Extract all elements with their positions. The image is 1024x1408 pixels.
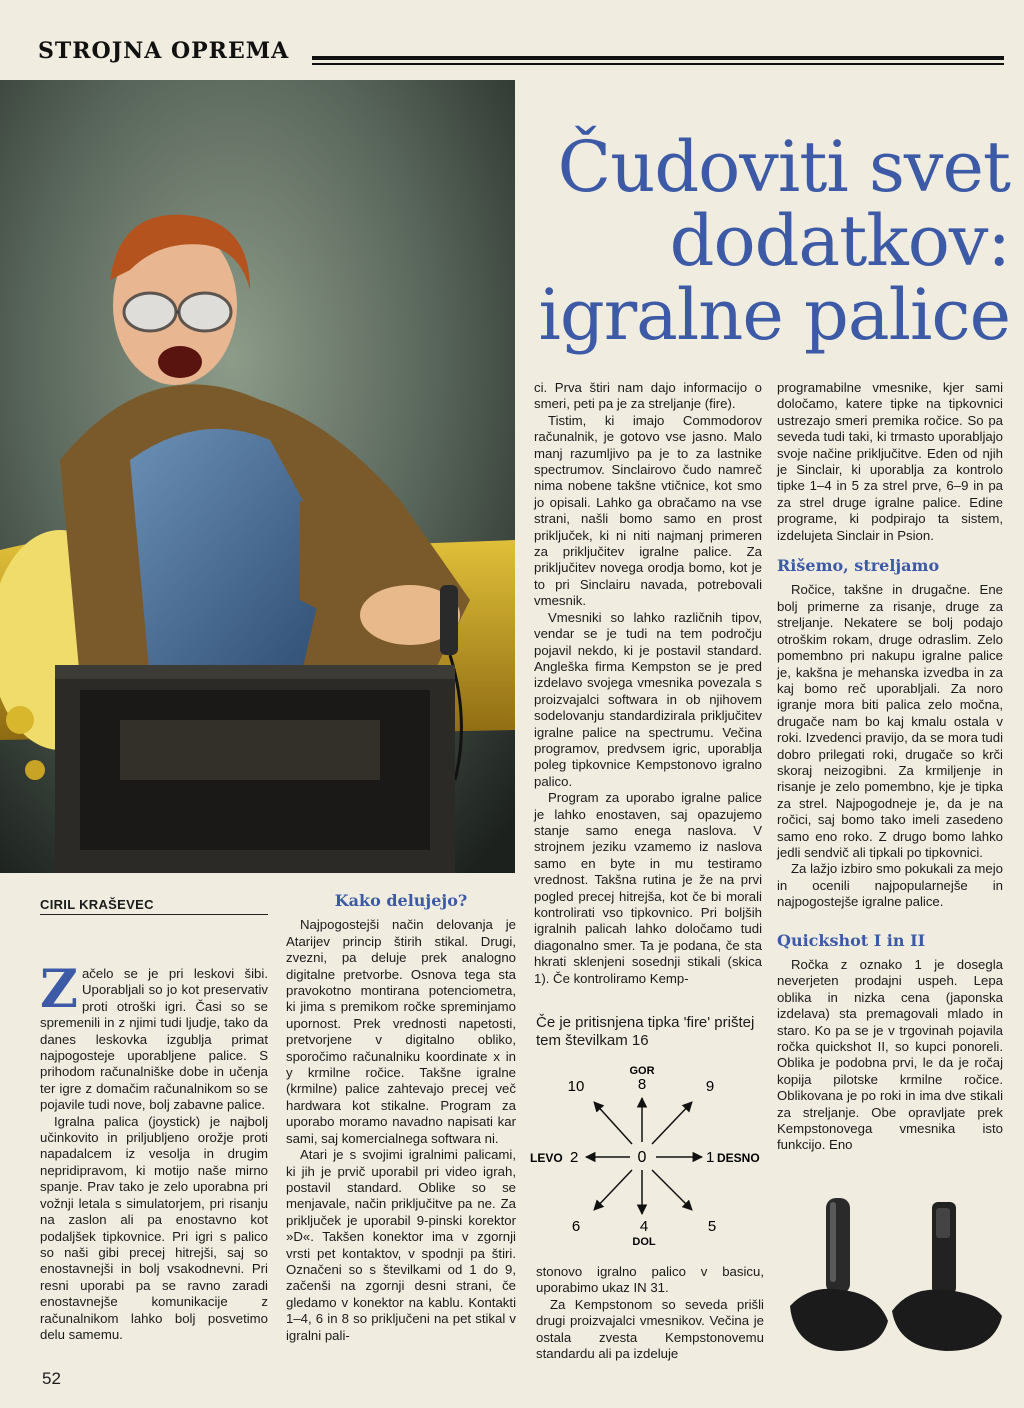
heading-quickshot: Quickshot I in II: [777, 930, 926, 950]
col3-paragraph-6: Za Kempstonom so seveda prišli drugi proizvajalci vmesnikov. Večina je ostala zvesta Kempstonovemu standardu ali pa izdeluje: [536, 1296, 764, 1362]
heading-kako-delujejo: Kako delujejo?: [334, 891, 468, 910]
col3-paragraph-1: ci. Prva štiri nam dajo informacijo o smeri, peti pa je za streljanje (fire).: [534, 380, 762, 412]
col4-paragraph-1: programabilne vmesnike, kjer sami določamo, katere tipke na tipkovnici ustrezajo smeri premika ročice. So pa seveda tudi taki, ki trmasto uporabljajo svoje načine priključitve. Eden od njih je Sinclair, ki uporablja za kontrolo tipke 1–4 in 5 za strel prve, 6–9 in pa za strel druge igralne palice. Edine programe, ki podpirajo ta sistem, izdelujeta Sinclair in Psion.: [777, 380, 1003, 543]
label-levo: LEVO: [530, 1151, 563, 1165]
column-4: [777, 380, 1003, 1154]
author-byline: CIRIL KRAŠEVEC: [40, 897, 154, 912]
article-title: [520, 126, 1010, 356]
num-0: 0: [637, 1149, 647, 1166]
header-rule-thin: [312, 63, 1004, 65]
col3-paragraph-3: Vmesniki so lahko različnih tipov, vendar se je tudi na tem področju pojavil nekdo, ki je postavil standard. Angleška firma Kempston se je pred izdelavo svojega vmesnika povezala s proizvajalci softwara in ob njihovem sodelovanju standardizirala priključitev igralne palice na spectrumu. Večina programov, predvsem igric, uporablja poleg tipkovnice Kempstonovo igralno palico.: [534, 609, 762, 789]
heading-risemo-streljamo: Rišemo, streljamo: [777, 556, 940, 576]
num-10: 10: [567, 1078, 585, 1095]
col2-paragraph-1: Najpogostejši način delovanja je Atarijev princip štirih stikal. Drugi, zvezni, pa deluje prek analogno digitalne pretvorbe. Osnova tega sta pravokotno montirana potenciometra, ki jima s premikom ročke spreminjamo upornost. Prek vrednosti napetosti, pretvorjene v digitalno obliko, sporočimo računalniku koordinate x in y krmilne ročice. Takšne igralne (krmilne) palice zahtevajo precej več hardwara kot stikalne. Program za uporabo moramo navadno napisati kar sami, saj komercialnega softwara ni.: [286, 917, 516, 1146]
column-3: [534, 380, 762, 987]
quickshot-joysticks-photo: [780, 1186, 1020, 1356]
fire-callout: Če je pritisnjena tipka 'fire' prištej tem številkam 16: [536, 1014, 755, 1049]
col4-paragraph-4: Ročka z oznako 1 je dosegla neverjeten prodajni uspeh. Lepa oblika in nizka cena (japonska izdelava) sta premagovali mlado in staro. Ko pa se je v trgovinah pojavila ročka quickshot II, so kupci ponoreli. Oblika je podobna prvi, le da je ročaj kopija pilotske krmilne ročice. Oblikovana je po roki in ima dve stikali za streljanje. Obe opravljate prek Kempstonovega vmesnika isto funkcijo. Eno: [777, 957, 1003, 1153]
joystick-direction-diagram: [530, 1058, 770, 1254]
col3-paragraph-4: Program za uporabo igralne palice je lahko enostaven, saj opazujemo stanje samo enega naslova. V strojnem jeziku vzamemo iz naslova samo en byte in mu testiramo vrednost. Takšna rutina je že na prvi pogled precej hitrejša, kot če bi morali kontrolirati vso tipkovnico. Pri boljših igralnih palicah lahko določamo tudi diagonalno smer. Ta je podana, če sta hkrati sklenjeni sosednji stikali (skica 1). Če kontroliramo Kemp-: [534, 790, 762, 986]
col1-paragraph-2: Igralna palica (joystick) je najbolj učinkovito in priljubljeno orožje proti napadalcem iz vesolja in drugim nepridipravom, ki motijo naše mirno spanje. Prav tako je zelo uporabna pri vožnji letala s simulatorjem, pri risanju na zaslon ali pa enostavno kot podaljšek tipkovnice. Pri igri s palico so naši gibi precej hitrejši, saj so enostavnejši in bolj vsakodnevni. Pri resni uporabi pa se ravno zaradi enostavnejše komunikacije z računalnikom lahko bolj posvetimo delu samemu.: [40, 1113, 268, 1342]
title-line-1: Čudoviti svet: [557, 126, 1010, 208]
column-2: [286, 893, 516, 1344]
label-desno: DESNO: [717, 1151, 760, 1165]
joystick-quickshot-1: [790, 1198, 888, 1351]
label-dol: DOL: [632, 1236, 656, 1248]
photo-illustration: [0, 80, 515, 873]
author-rule: [40, 914, 268, 915]
col1-paragraph-1: ačelo se je pri leskovi šibi. Uporabljali so jo kot preservativ proti otroški igri. Časi so se spremenili in z njimi tudi ljudje, tako da danes leskovka izgublja primat najpogosteje uporabljene palice. S prihodom računalniške dobe in učenja ter igre z domačim računalnikom so se pojavile tudi nove, bolj zabavne palice.: [40, 966, 268, 1113]
column-1: [40, 959, 268, 1343]
page-number: 52: [42, 1369, 61, 1388]
num-2: 2: [570, 1149, 579, 1166]
col4-paragraph-3: Za lažjo izbiro smo pokukali za mejo in ocenili najpopularnejše in najpogostejše igralne palice.: [777, 861, 1003, 910]
joystick-quickshot-2: [892, 1202, 1002, 1351]
drop-cap: Z: [40, 959, 78, 1020]
col3-paragraph-2: Tistim, ki imajo Commodorov računalnik, je gotovo vse jasno. Malo manj razumljivo pa je to za lastnike spectrumov. Sinclairovo čudo namreč nima nobene takšne vtičnice, kot smo jo opisali. Lahko ga obračamo na vse strani, našli bomo samo en prost priključek, ki ni niti najmanj primeren za priključitev igralne palice. Za priključitev novega orodja bomo, kot je to pri Sinclairu navada, potrebovali vmesnik.: [534, 412, 762, 609]
num-5: 5: [707, 1218, 717, 1235]
col2-paragraph-2: Atari je s svojimi igralnimi palicami, ki jih je prvič uporabil pri video igrah, postavil standard. Oblike so se menjavale, način priključitve pa ne. Za priključek je uporabil 9-pinski korektor »D«. Takšen konektor ima v zgornji vrsti pet kontaktov, v spodnji pa štiri. Označeni so s številkami od 1 do 9, začenši na zgornji desni strani, če gledamo v konektor na kablu. Kontakti 1–4, 6 in 8 so priključeni na pet stikal v igralni pali-: [286, 1147, 516, 1343]
section-label: STROJNA OPREMA: [38, 38, 290, 64]
num-6: 6: [571, 1218, 581, 1235]
arrow-up-right: [652, 1102, 692, 1144]
arrow-down-left: [594, 1170, 632, 1210]
num-1: 1: [706, 1149, 715, 1166]
header-rule: [312, 56, 1004, 60]
title-line-3: igralne palice: [538, 274, 1010, 356]
joystick-player-photo: [0, 80, 515, 873]
arrow-up-left: [594, 1102, 632, 1144]
num-9: 9: [705, 1078, 715, 1095]
col4-paragraph-2: Ročice, takšne in drugačne. Ene bolj primerne za risanje, druge za streljanje. Nekatere se bolj podajo otroškim rokam, druge odraslim. Zelo pomembno pri nakupu igralne palice je, kakšna je mehanska izvedba in za kaj bomo reč uporabljali. Za noro igranje mora biti palica zelo močna, drugače nam bo kaj kmalu ostala v roki. Izvedenci pravijo, da se mora tudi dobro prilegati roki, drugače so krči skoraj neizogibni. Za krmiljenje in risanje je zelo pomembno, kje je tipka za strel. Najpogodneje je, da je na ročici, saj bomo tako imeli zasedeno samo eno roko. Z drugo bomo lahko jedli sendvič ali tipkali po tipkovnici.: [777, 582, 1003, 860]
label-gor: GOR: [629, 1065, 655, 1077]
num-8: 8: [637, 1076, 647, 1093]
arrow-down-right: [652, 1170, 692, 1210]
title-line-2: dodatkov:: [669, 200, 1010, 282]
num-4: 4: [639, 1218, 649, 1235]
column-3-bottom: [536, 1264, 764, 1362]
col3-paragraph-5: stonovo igralno palico v basicu, uporabimo ukaz IN 31.: [536, 1264, 764, 1296]
